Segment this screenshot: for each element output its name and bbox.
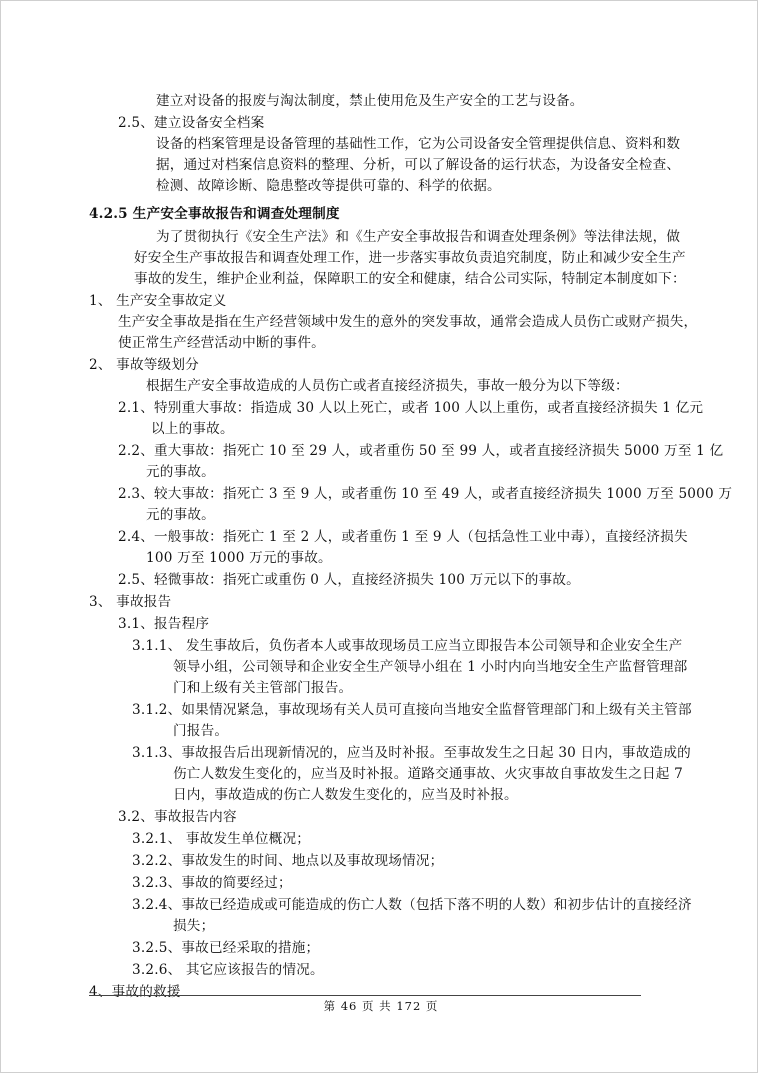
text-line: 事故的发生，维护企业利益，保障职工的安全和健康，结合公司实际，特制定本制度如下： <box>134 271 686 287</box>
text-line: 建立对设备的报废与淘汰制度，禁止使用危及生产安全的工艺与设备。 <box>156 93 584 109</box>
list-item: 3.2.1、 事故发生单位概况； <box>132 831 311 847</box>
text-line: 元的事故。 <box>146 464 215 480</box>
text-line: 根据生产安全事故造成的人员伤亡或者直接经济损失，事故一般分为以下等级： <box>146 378 629 394</box>
text-line: 为了贯彻执行《安全生产法》和《生产安全事故报告和调查处理条例》等法律法规，做 <box>156 229 681 245</box>
subsection-heading: 3.2、事故报告内容 <box>118 809 237 825</box>
page-number: 第 46 页 共 172 页 <box>323 999 439 1013</box>
list-item: 3.2.5、事故已经采取的措施； <box>132 940 320 956</box>
text-line: 使正常生产经营活动中断的事件。 <box>118 335 325 351</box>
list-item: 2.3、较大事故：指死亡 3 至 9 人，或者重伤 10 至 49 人，或者直接经济损失 1000 万至 5000 万 <box>118 486 733 502</box>
text-line: 好安全生产事故报告和调查处理工作，进一步落实事故负责追究制度，防止和减少安全生产 <box>134 250 686 266</box>
text-line: 设备的档案管理是设备管理的基础性工作，它为公司设备安全管理提供信息、资料和数 <box>156 136 681 152</box>
text-line: 生产安全事故是指在生产经营领域中发生的意外的突发事故，通常会造成人员伤亡或财产损失， <box>118 314 698 330</box>
list-item: 3.2.4、事故已经造成或可能造成的伤亡人数（包括下落不明的人数）和初步估计的直接经济 <box>132 897 692 913</box>
section-heading: 2.5、建立设备安全档案 <box>118 115 265 131</box>
list-item: 3.2.3、事故的简要经过； <box>132 875 292 891</box>
section-heading: 1、 生产安全事故定义 <box>89 293 227 309</box>
text-line: 损失； <box>173 918 215 934</box>
chapter-heading: 4.2.5 生产安全事故报告和调查处理制度 <box>89 206 340 222</box>
list-item: 3.2.2、事故发生的时间、地点以及事故现场情况； <box>132 853 444 869</box>
section-heading: 3、 事故报告 <box>89 594 172 610</box>
list-item: 3.1.1、 发生事故后，负伤者本人或事故现场员工应当立即报告本公司领导和企业安全生产 <box>132 638 683 654</box>
subsection-heading: 3.1、报告程序 <box>118 616 210 632</box>
text-line: 门报告。 <box>173 723 229 739</box>
section-heading: 2、 事故等级划分 <box>89 357 199 373</box>
list-item: 2.1、特别重大事故：指造成 30 人以上死亡，或者 100 人以上重伤，或者直接经济损失 1 亿元 <box>118 400 704 416</box>
section-heading: 4、事故的救援 <box>89 984 181 1000</box>
footer-divider <box>89 995 641 996</box>
text-line: 据，通过对档案信息资料的整理、分析，可以了解设备的运行状态，为设备安全检查、 <box>156 157 681 173</box>
list-item: 2.5、轻微事故：指死亡或重伤 0 人，直接经济损失 100 万元以下的事故。 <box>118 572 580 588</box>
list-item: 3.1.3、事故报告后出现新情况的，应当及时补报。至事故发生之日起 30 日内，事故造成的 <box>132 745 691 761</box>
list-item: 2.2、重大事故：指死亡 10 至 29 人，或者重伤 50 至 99 人，或者直接经济损失 5000 万至 1 亿 <box>118 443 724 459</box>
list-item: 3.1.2、如果情况紧急，事故现场有关人员可直接向当地安全监督管理部门和上级有关主管部 <box>132 702 692 718</box>
list-item: 2.4、一般事故：指死亡 1 至 2 人，或者重伤 1 至 9 人（包括急性工业中毒），直接经济损失 <box>118 529 688 545</box>
text-line: 领导小组，公司领导和企业安全生产领导小组在 1 小时内向当地安全生产监督管理部 <box>173 659 688 675</box>
text-line: 伤亡人数发生变化的，应当及时补报。道路交通事故、火灾事故自事故发生之日起 7 <box>173 766 683 782</box>
text-line: 以上的事故。 <box>151 421 234 437</box>
text-line: 元的事故。 <box>146 507 215 523</box>
text-line: 100 万至 1000 万元的事故。 <box>146 550 332 566</box>
text-line: 门和上级有关主管部门报告。 <box>173 680 353 696</box>
text-line: 检测、故障诊断、隐患整改等提供可靠的、科学的依据。 <box>156 178 501 194</box>
text-line: 日内，事故造成的伤亡人数发生变化的，应当及时补报。 <box>173 787 518 803</box>
list-item: 3.2.6、 其它应该报告的情况。 <box>132 962 324 978</box>
